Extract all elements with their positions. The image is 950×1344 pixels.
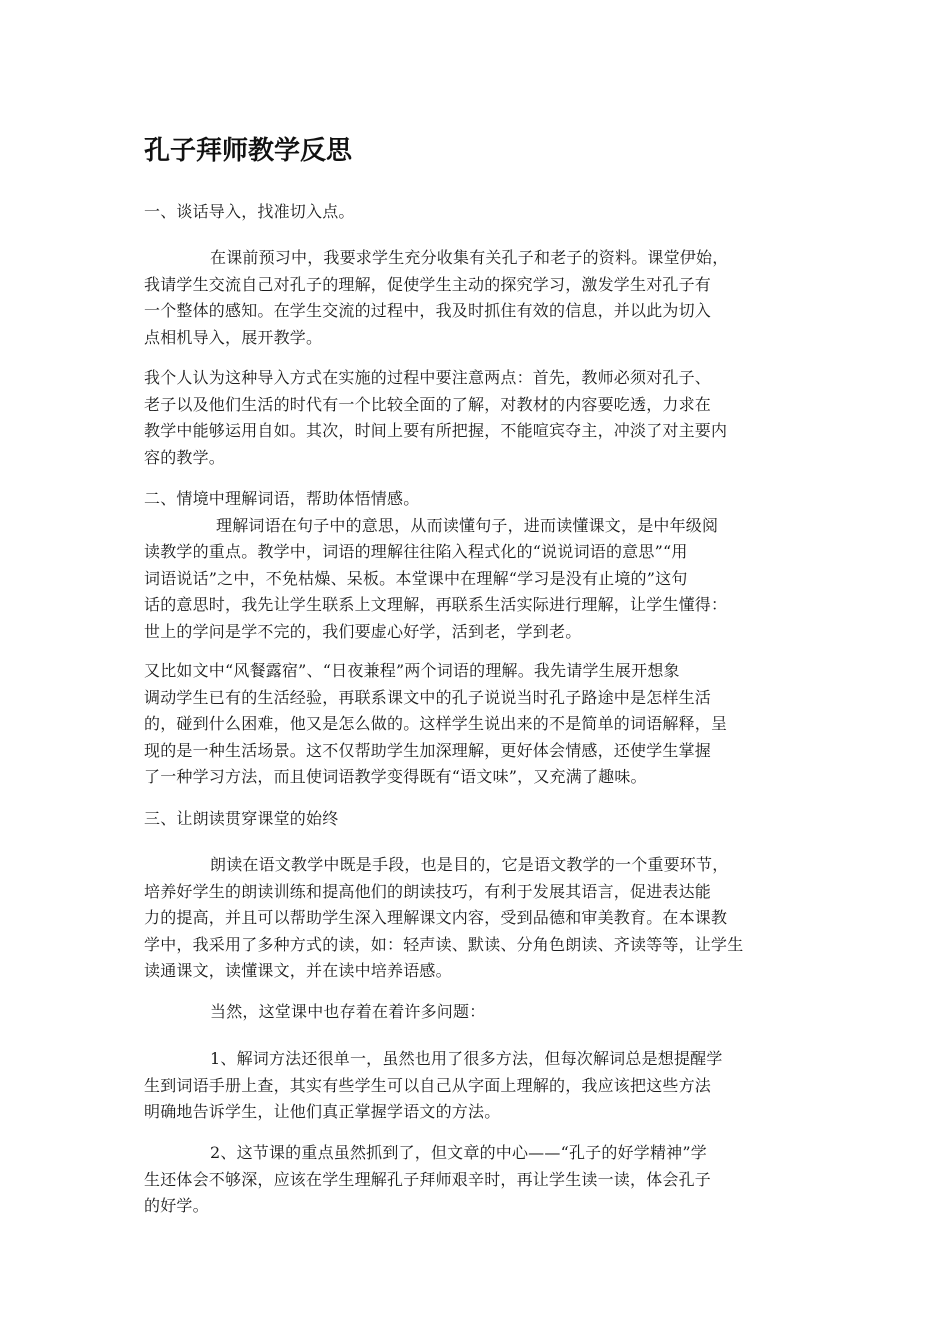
text-line: 调动学生已有的生活经验，再联系课文中的孔子说说当时孔子路途中是怎样生活 xyxy=(144,687,712,707)
text-line: 1、解词方法还很单一，虽然也用了很多方法，但每次解词总是想提醒学 xyxy=(210,1049,723,1068)
paragraph-problem-2 xyxy=(144,1140,808,1220)
page-title: 孔子拜师教学反思 xyxy=(144,136,353,166)
text-line: 又比如文中“风餐露宿”、“日夜兼程”两个词语的理解。我先请学生展开想象 xyxy=(144,661,680,680)
section-heading-2: 二、情境中理解词语，帮助体悟情感。 xyxy=(144,489,420,508)
text-line: 培养好学生的朗读训练和提高他们的朗读技巧，有利于发展其语言，促进表达能 xyxy=(144,881,712,901)
text-line: 现的是一种生活场景。这不仅帮助学生加深理解，更好体会情感，还使学生掌握 xyxy=(144,740,712,760)
text-line: 一、谈话导入，找准切入点。 xyxy=(144,202,355,221)
text-line: 生到词语手册上查，其实有些学生可以自己从字面上理解的，我应该把这些方法 xyxy=(144,1075,712,1095)
text-line: 在课前预习中，我要求学生充分收集有关孔子和老子的资料。课堂伊始， xyxy=(210,248,729,267)
text-line: 老子以及他们生活的时代有一个比较全面的了解，对教材的内容要吃透，力求在 xyxy=(144,394,712,414)
paragraph-problem-1 xyxy=(144,1046,808,1126)
text-line: 点相机导入，展开教学。 xyxy=(144,327,323,347)
text-line: 话的意思时，我先让学生联系上文理解，再联系生活实际进行理解，让学生懂得： xyxy=(144,595,728,614)
text-line: 学中，我采用了多种方式的读，如：轻声读、默读、分角色朗读、齐读等等，让学生 xyxy=(144,934,744,954)
paragraph-reading-aloud xyxy=(144,852,808,985)
text-line: 明确地告诉学生，让他们真正掌握学语文的方法。 xyxy=(144,1102,501,1121)
text-line: 三、让朗读贯穿课堂的始终 xyxy=(144,809,339,828)
paragraph-preview-intro xyxy=(144,245,808,351)
section-heading-3 xyxy=(144,806,808,833)
section-heading-1 xyxy=(144,199,808,226)
text-line: 词语说话”之中，不免枯燥、呆板。本堂课中在理解“学习是没有止境的”这句 xyxy=(144,568,688,588)
text-line: 读教学的重点。教学中，词语的理解往往陷入程式化的“说说词语的意思”“用 xyxy=(144,542,688,561)
paragraph-vocabulary-context xyxy=(144,486,808,645)
text-line: 当然，这堂课中也存着在着许多问题： xyxy=(210,1002,486,1021)
text-line: 教学中能够运用自如。其次，时间上要有所把握，不能喧宾夺主，冲淡了对主要内 xyxy=(144,421,728,440)
paragraph-problems-intro xyxy=(144,999,808,1026)
text-line: 理解词语在句子中的意思，从而读懂句子，进而读懂课文，是中年级阅 xyxy=(216,515,719,535)
text-line: 了一种学习方法，而且使词语教学变得既有“语文味”，又充满了趣味。 xyxy=(144,767,647,786)
text-line: 2、这节课的重点虽然抓到了，但文章的中心——“孔子的好学精神”学 xyxy=(210,1143,707,1162)
text-line: 的，碰到什么困难，他又是怎么做的。这样学生说出来的不是简单的词语解释，呈 xyxy=(144,714,728,733)
paragraph-example-words xyxy=(144,658,808,791)
paragraph-personal-view xyxy=(144,365,808,471)
text-line: 世上的学问是学不完的，我们要虚心好学，活到老，学到老。 xyxy=(144,621,582,641)
text-line: 生还体会不够深，应该在学生理解孔子拜师艰辛时，再让学生读一读，体会孔子 xyxy=(144,1169,712,1189)
text-line: 朗读在语文教学中既是手段，也是目的，它是语文教学的一个重要环节， xyxy=(210,855,729,874)
text-line: 力的提高，并且可以帮助学生深入理解课文内容，受到品德和审美教育。在本课教 xyxy=(144,908,728,927)
text-line: 我个人认为这种导入方式在实施的过程中要注意两点：首先，教师必须对孔子、 xyxy=(144,368,712,387)
text-line: 一个整体的感知。在学生交流的过程中，我及时抓住有效的信息，并以此为切入 xyxy=(144,301,712,320)
text-line: 读通课文，读懂课文，并在读中培养语感。 xyxy=(144,961,452,980)
text-line: 我请学生交流自己对孔子的理解，促使学生主动的探究学习，激发学生对孔子有 xyxy=(144,274,712,294)
text-line: 的好学。 xyxy=(144,1196,209,1215)
text-line: 容的教学。 xyxy=(144,447,226,467)
